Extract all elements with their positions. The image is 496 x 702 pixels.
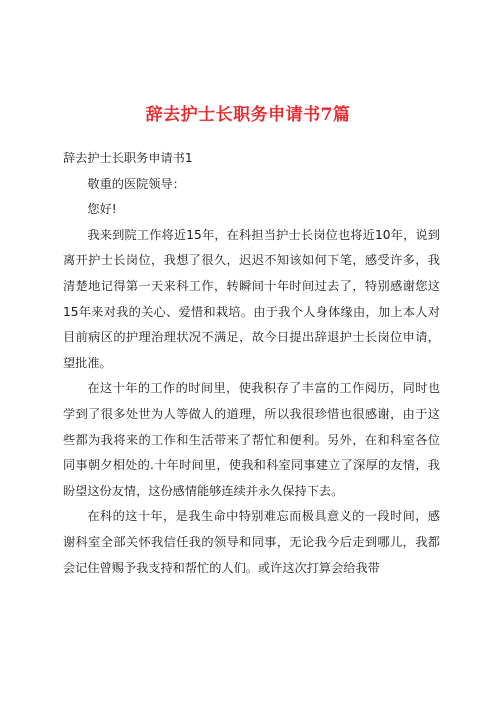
salutation: 敬重的医院领导： — [87, 176, 185, 191]
body-paragraph-2: 在这十年的工作的时间里，使我积存了丰富的工作阅历，同时也学到了很多处世为人等做人的道理，所以我很珍惜也很感谢，由于这些都为我将来的工作和生活带来了帮忙和便利。另外，在和科室各位同事朝夕相处的.十年时间里，使我和科室同事建立了深厚的友情，我盼望这份友情，这份感情能够连续并永久保持下去。 — [63, 381, 440, 498]
section-heading: 辞去护士长职务申请书1 — [63, 151, 193, 165]
document-body — [63, 146, 440, 581]
body-paragraph-3: 在科的这十年，是我生命中特别难忘而极具意义的一段时间，感谢科室全部关怀我信任我的领导和同事，无论我今后走到哪儿，我都会记住曾赐予我支持和帮忙的人们。或许这次打算会给我带 — [63, 509, 440, 575]
document-title: 辞去护士长职务申请书7篇 — [145, 105, 351, 125]
greeting: 您好! — [87, 202, 117, 217]
body-paragraph-1: 我来到院工作将近15年，在科担当护士长岗位也将近10年，说到离开护士长岗位，我想了很久，迟迟不知该如何下笔，感受许多，我清楚地记得第一天来科工作，转瞬间十年时间过去了，特别感谢您这15年来对我的关心、爱惜和栽培。由于我个人身体缘由，加上本人对目前病区的护理治理状况不满足，故今日提出辞退护士长岗位申请，望批准。 — [63, 227, 440, 370]
